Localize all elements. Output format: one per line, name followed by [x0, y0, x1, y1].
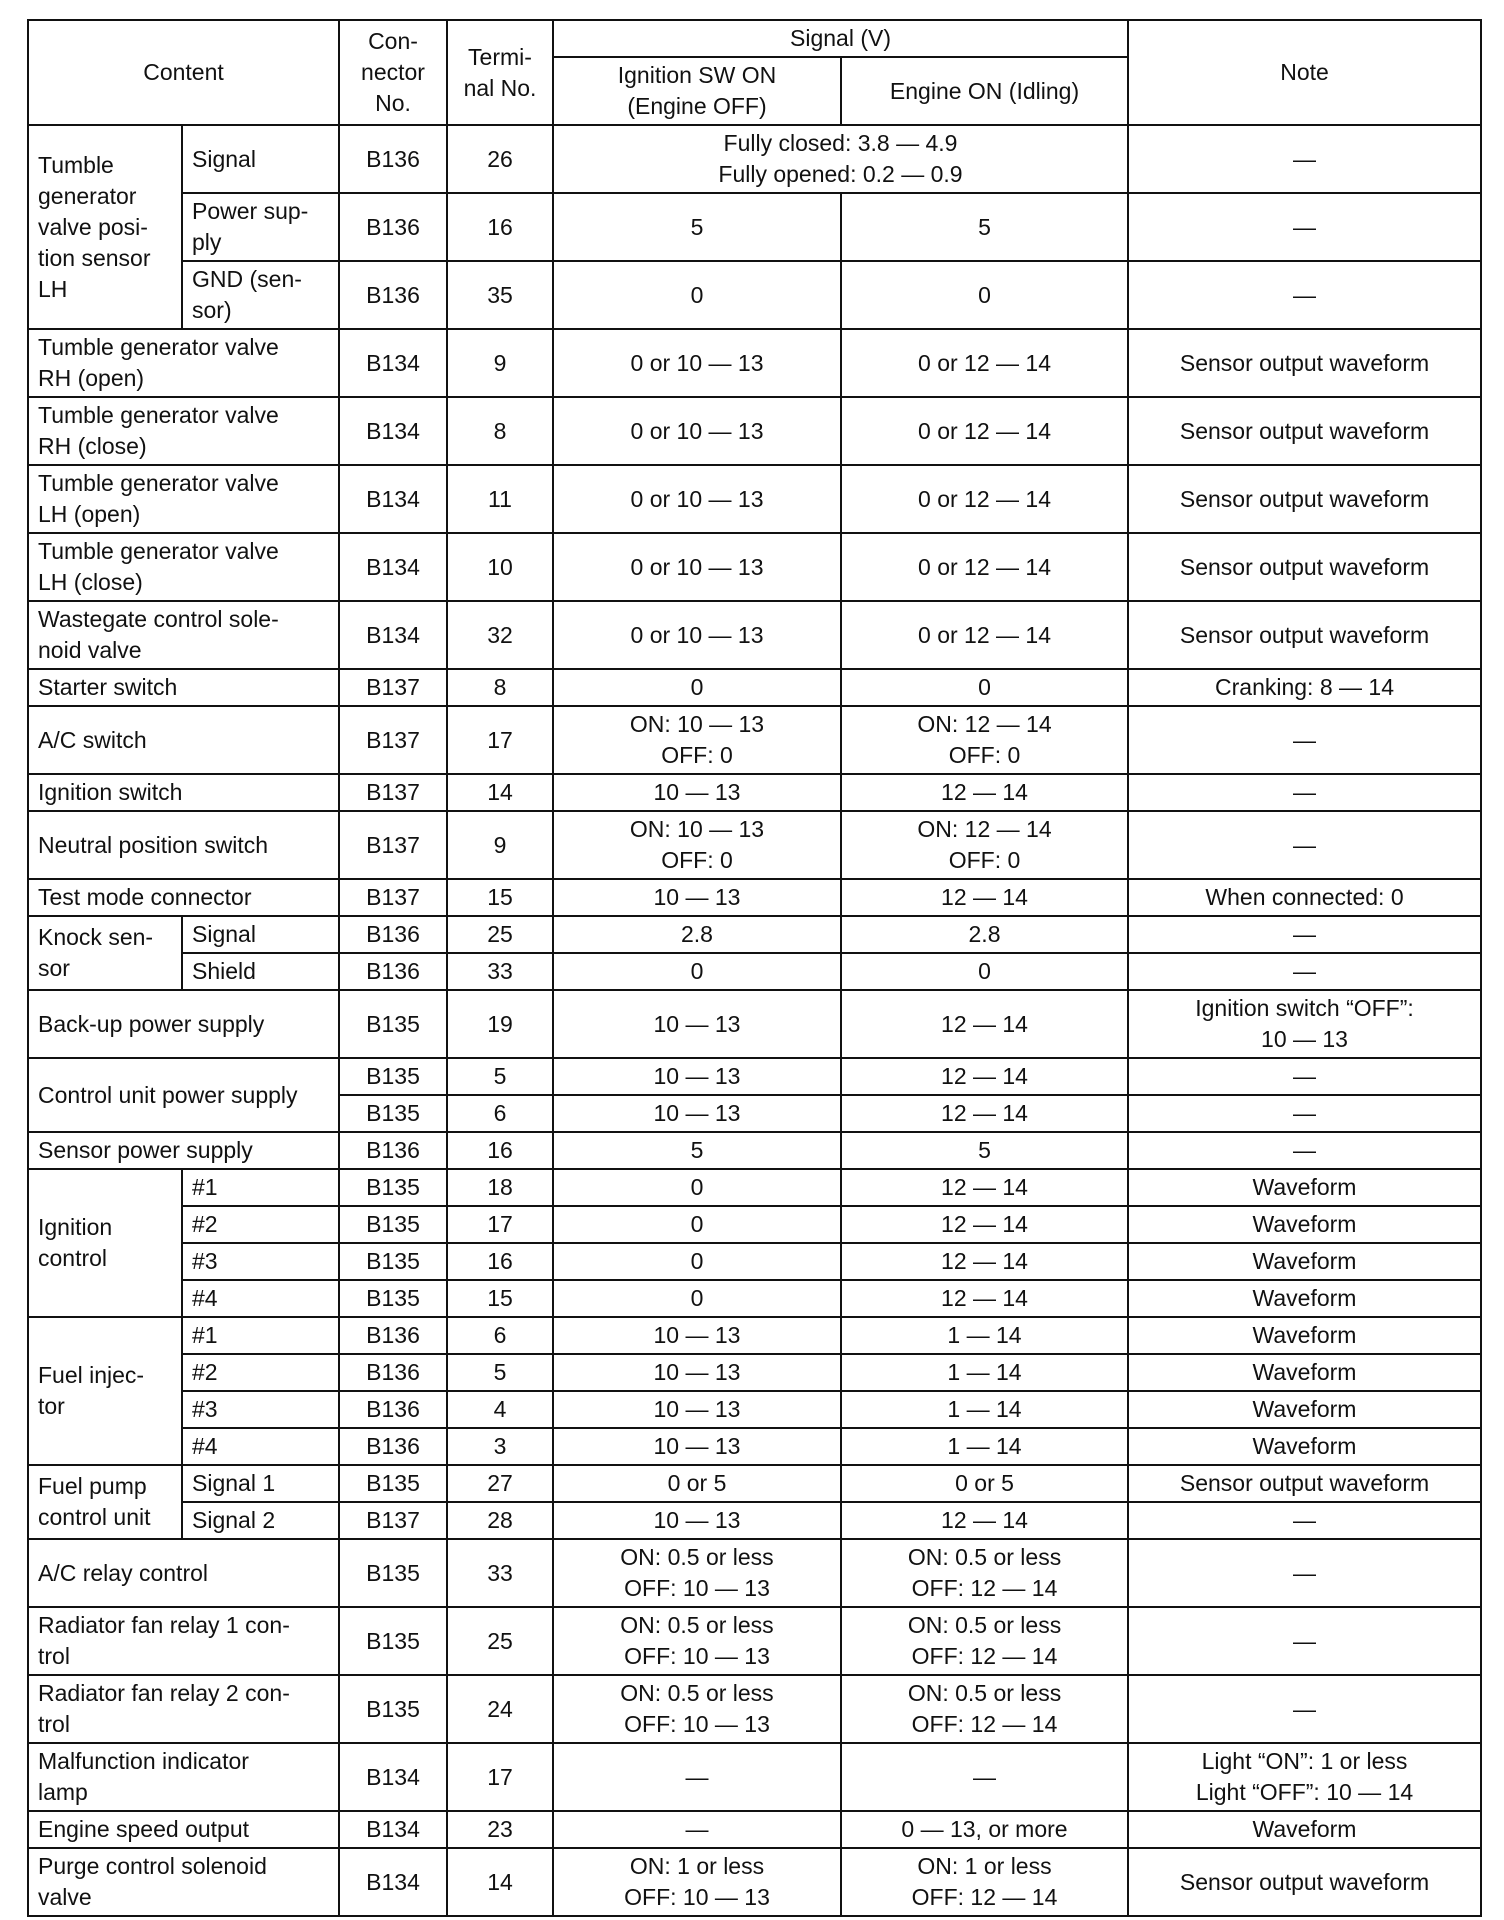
ignition-on-cell: 10 — 13: [553, 1058, 841, 1095]
content-sub: Signal 2: [182, 1502, 339, 1539]
engine-on-cell: 5: [841, 193, 1128, 261]
ignition-on-cell: 2.8: [553, 916, 841, 953]
note-cell: Waveform: [1128, 1206, 1481, 1243]
content-cell: Test mode connector: [28, 879, 339, 916]
ignition-on-cell: ON: 1 or less OFF: 10 — 13: [553, 1848, 841, 1916]
content-sub: #1: [182, 1317, 339, 1354]
engine-on-cell: ON: 0.5 or less OFF: 12 — 14: [841, 1675, 1128, 1743]
engine-on-cell: 0 or 5: [841, 1465, 1128, 1502]
note-cell: —: [1128, 1675, 1481, 1743]
note-cell: Sensor output waveform: [1128, 601, 1481, 669]
connector-cell: B136: [339, 953, 447, 990]
content-cell: Malfunction indicator lamp: [28, 1743, 339, 1811]
content-cell: Purge control solenoid valve: [28, 1848, 339, 1916]
engine-on-cell: 0: [841, 669, 1128, 706]
connector-cell: B135: [339, 1539, 447, 1607]
connector-cell: B134: [339, 1811, 447, 1848]
ignition-on-cell: 0 or 10 — 13: [553, 533, 841, 601]
note-cell: —: [1128, 953, 1481, 990]
ignition-on-cell: 0: [553, 1169, 841, 1206]
connector-cell: B134: [339, 1743, 447, 1811]
engine-on-cell: 1 — 14: [841, 1317, 1128, 1354]
connector-cell: B134: [339, 329, 447, 397]
content-cell: Tumble generator valve LH (open): [28, 465, 339, 533]
connector-cell: B136: [339, 916, 447, 953]
note-cell: Sensor output waveform: [1128, 533, 1481, 601]
engine-on-cell: 5: [841, 1132, 1128, 1169]
terminal-cell: 18: [447, 1169, 553, 1206]
content-sub: GND (sen- sor): [182, 261, 339, 329]
engine-on-cell: 0: [841, 261, 1128, 329]
content-sub: Power sup- ply: [182, 193, 339, 261]
terminal-cell: 32: [447, 601, 553, 669]
note-cell: —: [1128, 774, 1481, 811]
content-cell: Sensor power supply: [28, 1132, 339, 1169]
content-cell: Radiator fan relay 2 con- trol: [28, 1675, 339, 1743]
note-cell: Waveform: [1128, 1354, 1481, 1391]
ignition-on-cell: 10 — 13: [553, 1502, 841, 1539]
content-sub: Signal: [182, 916, 339, 953]
content-group: Fuel injec- tor: [28, 1317, 182, 1465]
connector-cell: B134: [339, 397, 447, 465]
content-cell: Wastegate control sole- noid valve: [28, 601, 339, 669]
connector-cell: B135: [339, 1243, 447, 1280]
terminal-cell: 17: [447, 1743, 553, 1811]
ignition-on-cell: 5: [553, 1132, 841, 1169]
connector-cell: B137: [339, 669, 447, 706]
ignition-on-cell: 0 or 10 — 13: [553, 329, 841, 397]
content-cell: Tumble generator valve RH (open): [28, 329, 339, 397]
terminal-cell: 25: [447, 916, 553, 953]
ignition-on-cell: 0 or 10 — 13: [553, 465, 841, 533]
note-cell: Sensor output waveform: [1128, 397, 1481, 465]
ignition-on-cell: 0: [553, 1206, 841, 1243]
terminal-cell: 14: [447, 774, 553, 811]
ignition-on-cell: 0: [553, 261, 841, 329]
note-cell: —: [1128, 1502, 1481, 1539]
terminal-cell: 3: [447, 1428, 553, 1465]
note-cell: Cranking: 8 — 14: [1128, 669, 1481, 706]
ignition-on-cell: 0 or 5: [553, 1465, 841, 1502]
ignition-on-cell: 0 or 10 — 13: [553, 601, 841, 669]
note-cell: —: [1128, 1058, 1481, 1095]
connector-cell: B136: [339, 1391, 447, 1428]
note-cell: Sensor output waveform: [1128, 1465, 1481, 1502]
content-sub: #4: [182, 1428, 339, 1465]
connector-cell: B136: [339, 193, 447, 261]
content-group: Fuel pump control unit: [28, 1465, 182, 1539]
terminal-cell: 17: [447, 1206, 553, 1243]
note-cell: Waveform: [1128, 1317, 1481, 1354]
terminal-cell: 6: [447, 1095, 553, 1132]
header-connector: Con- nector No.: [339, 20, 447, 125]
ignition-on-cell: 10 — 13: [553, 1391, 841, 1428]
engine-on-cell: 0 or 12 — 14: [841, 533, 1128, 601]
content-cell: A/C switch: [28, 706, 339, 774]
content-sub: Shield: [182, 953, 339, 990]
content-cell: Engine speed output: [28, 1811, 339, 1848]
engine-on-cell: 12 — 14: [841, 990, 1128, 1058]
terminal-cell: 26: [447, 125, 553, 193]
terminal-cell: 8: [447, 669, 553, 706]
ignition-on-cell: 0 or 10 — 13: [553, 397, 841, 465]
terminal-cell: 9: [447, 329, 553, 397]
ignition-on-cell: 0: [553, 1243, 841, 1280]
connector-cell: B135: [339, 1058, 447, 1095]
ignition-on-cell: ON: 0.5 or less OFF: 10 — 13: [553, 1607, 841, 1675]
terminal-cell: 19: [447, 990, 553, 1058]
header-terminal: Termi- nal No.: [447, 20, 553, 125]
content-cell: A/C relay control: [28, 1539, 339, 1607]
note-cell: —: [1128, 706, 1481, 774]
note-cell: Waveform: [1128, 1169, 1481, 1206]
engine-on-cell: 12 — 14: [841, 1058, 1128, 1095]
connector-cell: B135: [339, 1465, 447, 1502]
engine-on-cell: 12 — 14: [841, 879, 1128, 916]
engine-on-cell: 1 — 14: [841, 1428, 1128, 1465]
ignition-on-cell: 0: [553, 669, 841, 706]
ignition-on-cell: 10 — 13: [553, 774, 841, 811]
connector-cell: B137: [339, 774, 447, 811]
terminal-cell: 15: [447, 1280, 553, 1317]
ignition-on-cell: 10 — 13: [553, 879, 841, 916]
terminal-cell: 9: [447, 811, 553, 879]
ignition-on-cell: ON: 0.5 or less OFF: 10 — 13: [553, 1539, 841, 1607]
terminal-cell: 4: [447, 1391, 553, 1428]
connector-cell: B136: [339, 125, 447, 193]
connector-cell: B137: [339, 879, 447, 916]
ignition-on-cell: 10 — 13: [553, 1354, 841, 1391]
engine-on-cell: ON: 1 or less OFF: 12 — 14: [841, 1848, 1128, 1916]
content-cell: Tumble generator valve LH (close): [28, 533, 339, 601]
engine-on-cell: 0 or 12 — 14: [841, 397, 1128, 465]
content-group: Ignition control: [28, 1169, 182, 1317]
ignition-on-cell: 10 — 13: [553, 990, 841, 1058]
ignition-on-cell: 10 — 13: [553, 1428, 841, 1465]
terminal-cell: 5: [447, 1354, 553, 1391]
note-cell: Light “ON”: 1 or less Light “OFF”: 10 — 14: [1128, 1743, 1481, 1811]
connector-cell: B136: [339, 1132, 447, 1169]
note-cell: Sensor output waveform: [1128, 329, 1481, 397]
terminal-cell: 33: [447, 953, 553, 990]
content-cell: Control unit power supply: [28, 1058, 339, 1132]
ignition-on-cell: 0: [553, 1280, 841, 1317]
engine-on-cell: —: [841, 1743, 1128, 1811]
engine-on-cell: 12 — 14: [841, 1095, 1128, 1132]
terminal-cell: 28: [447, 1502, 553, 1539]
note-cell: —: [1128, 1132, 1481, 1169]
engine-on-cell: 0 — 13, or more: [841, 1811, 1128, 1848]
connector-cell: B136: [339, 261, 447, 329]
content-sub: #1: [182, 1169, 339, 1206]
ignition-on-cell: ON: 10 — 13 OFF: 0: [553, 811, 841, 879]
ignition-on-cell: 10 — 13: [553, 1095, 841, 1132]
content-sub: #3: [182, 1243, 339, 1280]
note-cell: —: [1128, 125, 1481, 193]
content-cell: Back-up power supply: [28, 990, 339, 1058]
note-cell: —: [1128, 1095, 1481, 1132]
engine-on-cell: 1 — 14: [841, 1391, 1128, 1428]
note-cell: Waveform: [1128, 1280, 1481, 1317]
terminal-cell: 16: [447, 193, 553, 261]
content-sub: #3: [182, 1391, 339, 1428]
engine-on-cell: 0 or 12 — 14: [841, 601, 1128, 669]
note-cell: —: [1128, 261, 1481, 329]
note-cell: Waveform: [1128, 1391, 1481, 1428]
connector-cell: B136: [339, 1317, 447, 1354]
connector-cell: B135: [339, 1280, 447, 1317]
note-cell: Ignition switch “OFF”: 10 — 13: [1128, 990, 1481, 1058]
engine-on-cell: 2.8: [841, 916, 1128, 953]
engine-on-cell: 1 — 14: [841, 1354, 1128, 1391]
terminal-cell: 6: [447, 1317, 553, 1354]
connector-cell: B134: [339, 533, 447, 601]
engine-on-cell: 0: [841, 953, 1128, 990]
header-ignition-on: Ignition SW ON (Engine OFF): [553, 57, 841, 125]
ignition-on-cell: 10 — 13: [553, 1317, 841, 1354]
engine-on-cell: 12 — 14: [841, 1502, 1128, 1539]
content-group: Tumble generator valve posi- tion sensor LH: [28, 125, 182, 329]
ignition-on-cell: —: [553, 1811, 841, 1848]
ignition-on-cell: 5: [553, 193, 841, 261]
connector-cell: B137: [339, 706, 447, 774]
terminal-cell: 23: [447, 1811, 553, 1848]
content-sub: Signal 1: [182, 1465, 339, 1502]
engine-on-cell: ON: 12 — 14 OFF: 0: [841, 706, 1128, 774]
engine-on-cell: 12 — 14: [841, 1280, 1128, 1317]
terminal-signal-table: [27, 19, 1482, 1917]
terminal-cell: 27: [447, 1465, 553, 1502]
content-cell: Tumble generator valve RH (close): [28, 397, 339, 465]
ignition-on-cell: 0: [553, 953, 841, 990]
ignition-on-cell: ON: 10 — 13 OFF: 0: [553, 706, 841, 774]
content-sub: Signal: [182, 125, 339, 193]
terminal-cell: 16: [447, 1132, 553, 1169]
note-cell: —: [1128, 916, 1481, 953]
connector-cell: B135: [339, 990, 447, 1058]
connector-cell: B136: [339, 1354, 447, 1391]
terminal-cell: 14: [447, 1848, 553, 1916]
note-cell: Waveform: [1128, 1428, 1481, 1465]
engine-on-cell: ON: 0.5 or less OFF: 12 — 14: [841, 1539, 1128, 1607]
header-content: Content: [28, 20, 339, 125]
terminal-cell: 17: [447, 706, 553, 774]
connector-cell: B135: [339, 1675, 447, 1743]
connector-cell: B135: [339, 1206, 447, 1243]
signal-merged-cell: Fully closed: 3.8 — 4.9 Fully opened: 0.2 — 0.9: [553, 125, 1128, 193]
header-signal: Signal (V): [553, 20, 1128, 57]
terminal-cell: 10: [447, 533, 553, 601]
terminal-cell: 16: [447, 1243, 553, 1280]
terminal-cell: 33: [447, 1539, 553, 1607]
engine-on-cell: 0 or 12 — 14: [841, 465, 1128, 533]
content-cell: Starter switch: [28, 669, 339, 706]
connector-cell: B136: [339, 1428, 447, 1465]
engine-on-cell: 12 — 14: [841, 1243, 1128, 1280]
content-sub: #2: [182, 1354, 339, 1391]
connector-cell: B134: [339, 465, 447, 533]
note-cell: Sensor output waveform: [1128, 465, 1481, 533]
note-cell: —: [1128, 1607, 1481, 1675]
terminal-cell: 5: [447, 1058, 553, 1095]
engine-on-cell: ON: 12 — 14 OFF: 0: [841, 811, 1128, 879]
note-cell: Sensor output waveform: [1128, 1848, 1481, 1916]
terminal-cell: 35: [447, 261, 553, 329]
engine-on-cell: 0 or 12 — 14: [841, 329, 1128, 397]
connector-cell: B134: [339, 1848, 447, 1916]
connector-cell: B134: [339, 601, 447, 669]
note-cell: —: [1128, 193, 1481, 261]
content-cell: Neutral position switch: [28, 811, 339, 879]
terminal-cell: 25: [447, 1607, 553, 1675]
content-group: Knock sen- sor: [28, 916, 182, 990]
connector-cell: B137: [339, 1502, 447, 1539]
header-note: Note: [1128, 20, 1481, 125]
connector-cell: B135: [339, 1095, 447, 1132]
terminal-cell: 11: [447, 465, 553, 533]
content-sub: #4: [182, 1280, 339, 1317]
note-cell: —: [1128, 811, 1481, 879]
connector-cell: B135: [339, 1607, 447, 1675]
engine-on-cell: 12 — 14: [841, 774, 1128, 811]
header-engine-on: Engine ON (Idling): [841, 57, 1128, 125]
terminal-cell: 15: [447, 879, 553, 916]
content-cell: Radiator fan relay 1 con- trol: [28, 1607, 339, 1675]
ignition-on-cell: ON: 0.5 or less OFF: 10 — 13: [553, 1675, 841, 1743]
terminal-cell: 8: [447, 397, 553, 465]
terminal-cell: 24: [447, 1675, 553, 1743]
note-cell: Waveform: [1128, 1811, 1481, 1848]
connector-cell: B135: [339, 1169, 447, 1206]
ignition-on-cell: —: [553, 1743, 841, 1811]
engine-on-cell: 12 — 14: [841, 1206, 1128, 1243]
connector-cell: B137: [339, 811, 447, 879]
engine-on-cell: ON: 0.5 or less OFF: 12 — 14: [841, 1607, 1128, 1675]
engine-on-cell: 12 — 14: [841, 1169, 1128, 1206]
note-cell: —: [1128, 1539, 1481, 1607]
note-cell: Waveform: [1128, 1243, 1481, 1280]
content-cell: Ignition switch: [28, 774, 339, 811]
note-cell: When connected: 0: [1128, 879, 1481, 916]
content-sub: #2: [182, 1206, 339, 1243]
